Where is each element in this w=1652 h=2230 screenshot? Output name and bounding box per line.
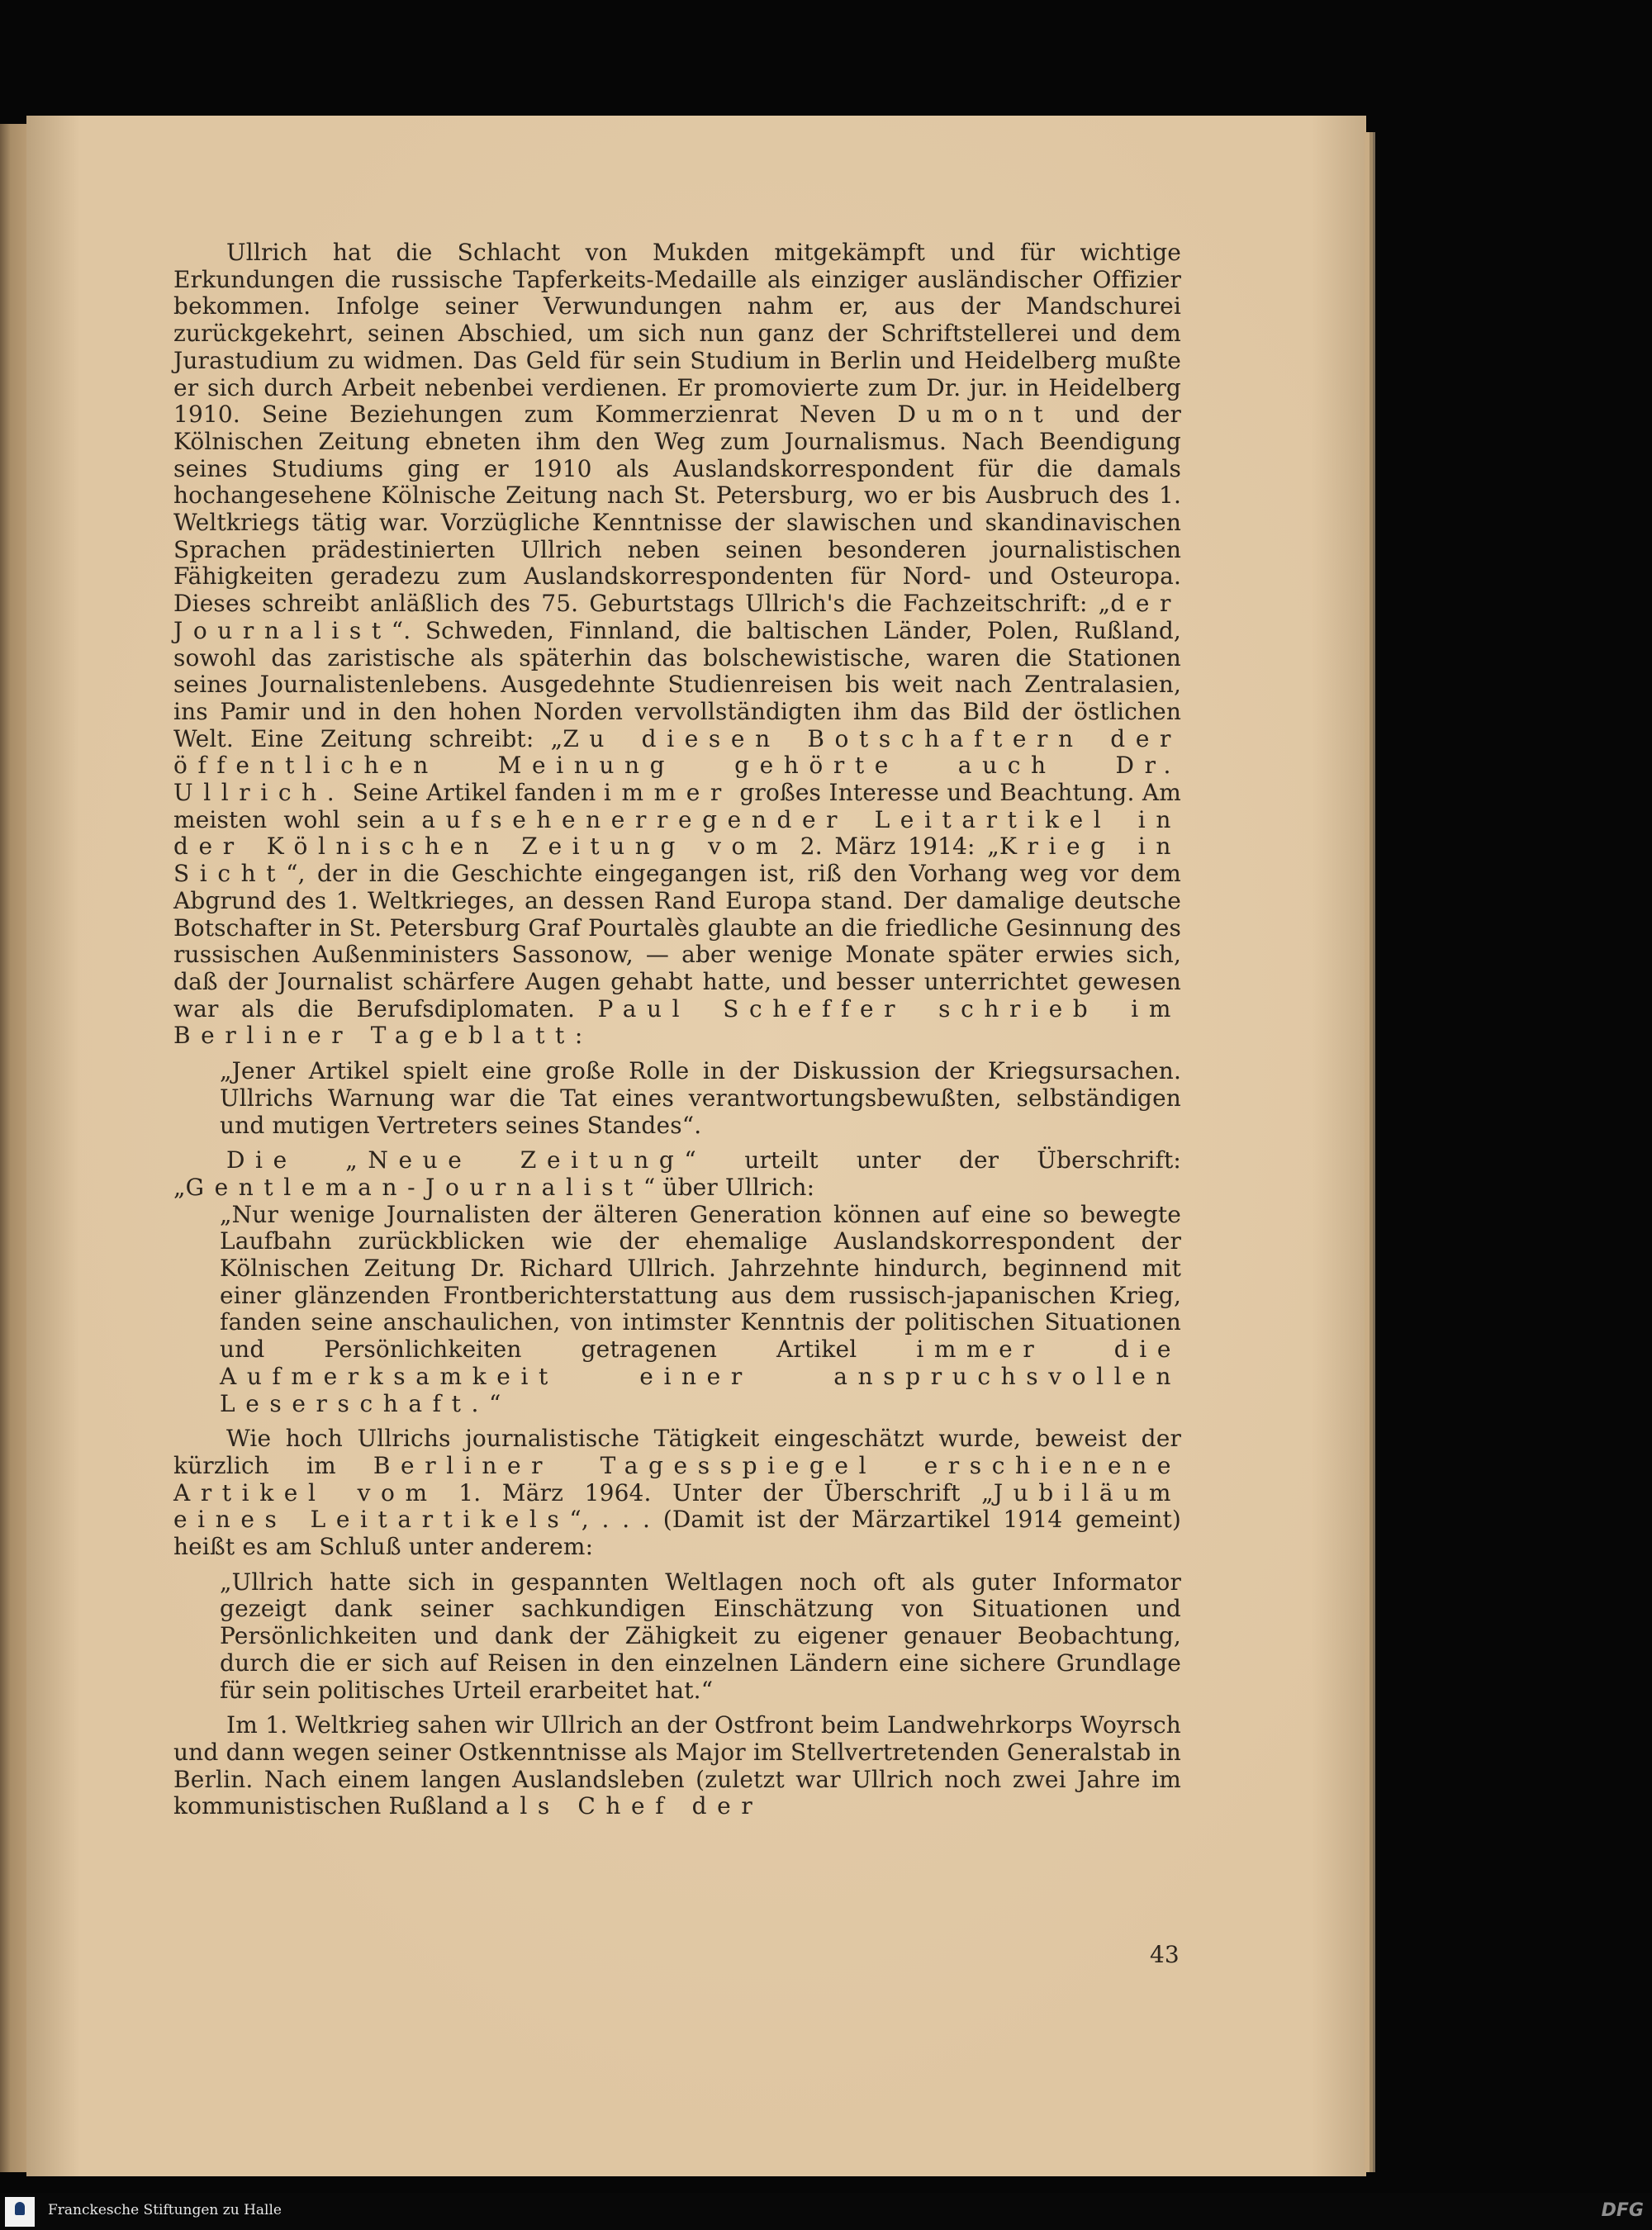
spaced-emphasis-text: immer die Aufmerksamkeit einer anspruchsvollen Leserschaft.	[220, 1336, 1181, 1417]
text-run: „Jener Artikel spielt eine große Rolle in der Diskussion der Kriegsursachen. Ullrichs Warnung war die Tat eines verantwortungsbewußten, selbständigen und mutigen Vertreters seines Standes“.	[220, 1057, 1181, 1139]
page-text	[173, 240, 1181, 1820]
spaced-emphasis-text: Paul Scheffer schrieb im Berliner Tageblatt:	[173, 994, 1181, 1050]
text-run: “, der in die Geschichte eingegangen ist, riß den Vorhang weg vor dem Abgrund des 1. Weltkrieges, an dessen Rand Europa stand. Der damalige deutsche Botschafter in St. Petersburg Graf Pourtalès glaubte an die friedliche Gesinnung des russischen Außenministers Sassonow, — aber wenige Monate später erwies sich, daß der Journalist schärfere Augen gehabt hatte, und besser unterrichtet gewesen war als die Berufsdiplomaten.	[173, 860, 1181, 1022]
previous-page-edge	[0, 124, 26, 2172]
body-paragraph	[173, 1147, 1181, 1201]
quote-paragraph	[220, 1569, 1181, 1705]
library-name: Franckesche Stiftungen zu Halle	[48, 2202, 282, 2218]
text-run: großes Interesse und Beachtung. Am meisten wohl sein	[173, 779, 1181, 833]
spaced-emphasis-text: Gentleman-Journalist	[185, 1173, 643, 1201]
text-run: “	[488, 1389, 501, 1417]
text-run: Im 1. Weltkrieg sahen wir Ullrich an der Ostfront beim Landwehrkorps Woyrsch und dann wegen seiner Ostkenntnisse als Major im Stellvertretenden Generalstab in Berlin. Nach einem langen Auslandsleben (zuletzt war Ullrich noch zwei Jahre im kommunistischen Rußland	[173, 1711, 1181, 1820]
text-run: und der Kölnischen Zeitung ebneten ihm den Weg zum Journalismus. Nach Beendigung seines Studiums ging er 1910 als Auslandskorrespondent für die damals hochangesehene Kölnische Zeitung nach St. Petersburg, wo er bis Ausbruch des 1. Weltkriegs tätig war. Vorzügliche Kenntnisse der slawischen und skandinavischen Sprachen prädestinierten Ullrich neben seinen besonderen journalistischen Fähigkeiten geradezu zum Auslandskorrespondenten für Nord- und Osteuropa. Dieses schreibt anläßlich des 75. Geburtstags Ullrich's die Fachzeitschrift: „	[173, 401, 1182, 618]
text-run: „Ullrich hatte sich in gespannten Weltlagen noch oft als guter Informator gezeigt dank seiner sachkundigen Einschätzung von Situationen und Persönlichkeiten und dank der Zähigkeit zu eigener genauer Beobachtung, durch die er sich auf Reisen in den einzelnen Ländern eine sichere Grundlage für sein politisches Urteil erarbeitet hat.“	[220, 1568, 1181, 1704]
spaced-emphasis-text: Zu diesen Botschaftern der öffentlichen Meinung gehörte auch Dr. Ullrich.	[173, 724, 1181, 807]
text-run: Wie hoch Ullrichs journalistische Tätigkeit eingeschätzt wurde, beweist der kürzlich im	[173, 1425, 1181, 1479]
text-run: “ über Ullrich:	[643, 1173, 815, 1201]
body-paragraph	[173, 1712, 1181, 1820]
spaced-emphasis-text: Jubiläum eines Leitartikels	[173, 1478, 1181, 1534]
quote-paragraph	[220, 1058, 1181, 1139]
dfg-logo: DFG	[1601, 2200, 1644, 2221]
body-paragraph	[173, 1426, 1181, 1561]
page-stack-edge	[1373, 132, 1375, 2172]
spaced-emphasis-text: immer	[603, 779, 732, 807]
text-run: urteilt unter der Überschrift: „	[173, 1146, 1181, 1201]
spaced-emphasis-text: Berliner Tagesspiegel erschienene Artikel vom	[173, 1451, 1181, 1506]
text-run: “. Schweden, Finnland, die baltischen Länder, Polen, Rußland, sowohl das zaristische als späterhin das bolschewistische, waren die Stationen seines Journalistenlebens. Ausgedehnte Studienreisen bis weit nach Zentralasien, ins Pamir und in den hohen Norden vervollständigten ihm das Bild der östlichen Welt. Eine Zeitung schreibt: „	[173, 616, 1181, 752]
quote-paragraph	[220, 1202, 1181, 1418]
viewer-footer	[0, 2193, 1652, 2230]
text-run: 2. März 1914: „	[788, 833, 999, 861]
text-run: Ullrich hat die Schlacht von Mukden mitgekämpft und für wichtige Erkundungen die russische Tapferkeits-Medaille als einziger ausländischer Offizier bekommen. Infolge seiner Verwundungen nahm er, aus der Mandschurei zurückgekehrt, seinen Abschied, um sich nun ganz der Schriftstellerei und dem Jurastudium zu widmen. Das Geld für sein Studium in Berlin und Heidelberg mußte er sich durch Arbeit nebenbei verdienen. Er promovierte zum Dr. jur. in Heidelberg 1910. Seine Beziehungen zum Kommerzienrat Neven	[173, 239, 1181, 429]
spaced-emphasis-text: als Chef der	[496, 1792, 763, 1820]
spaced-emphasis-text: der Journalist	[173, 590, 1181, 644]
page-number: 43	[1150, 1941, 1180, 1968]
text-run: “, . . . (Damit ist der Märzartikel 1914 gemeint) heißt es am Schluß unter anderem:	[173, 1506, 1182, 1561]
library-crest-icon	[15, 2202, 25, 2215]
library-logo-icon	[5, 2197, 35, 2227]
spaced-emphasis-text: Krieg in Sicht	[173, 833, 1181, 888]
spaced-emphasis-text: Dumont	[897, 401, 1054, 429]
body-paragraph	[173, 240, 1181, 1050]
text-run: 1. März 1964. Unter der Überschrift „	[437, 1478, 994, 1506]
spaced-emphasis-text: Die „Neue Zeitung“	[226, 1146, 707, 1174]
text-run: Seine Artikel fanden	[344, 779, 604, 807]
spaced-emphasis-text: aufsehenerregender Leitartikel in der Kölnischen Zeitung vom	[173, 805, 1181, 861]
text-run: „Nur wenige Journalisten der älteren Generation können auf eine so bewegte Laufbahn zurückblicken wie der ehemalige Auslandskorrespondent der Kölnischen Zeitung Dr. Richard Ullrich. Jahrzehnte hindurch, beginnend mit einer glänzenden Frontberichterstattung aus dem russisch-japanischen Krieg, fanden seine anschaulichen, von intimster Kenntnis der politischen Situationen und Persönlichkeiten getragenen Artikel	[220, 1200, 1181, 1364]
